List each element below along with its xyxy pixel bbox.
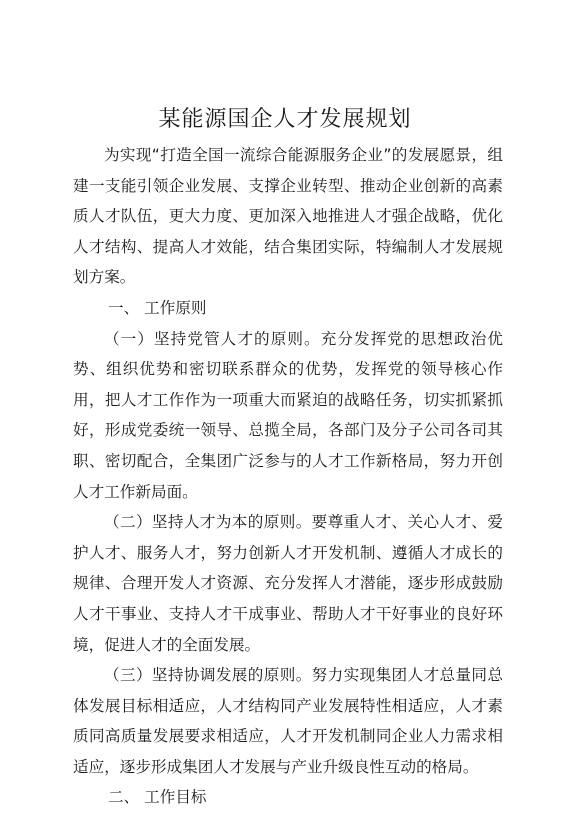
principle-paragraph-3: （三）坚持协调发展的原则。努力实现集团人才总量同总体发展目标相适应，人才结构同产业发展特性相适应，人才素质同高质量发展要求相适应，人才开发机制同企业人力需求相适应，逐步形成集团人才发展与产业升级良性互动的格局。 (73, 666, 503, 776)
intro-paragraph: 为实现“打造全国一流综合能源服务企业”的发展愿景，组建一支能引领企业发展、支撑企业转型、推动企业创新的高素质人才队伍，更大力度、更加深入地推进人才强企战略，优化人才结构、提高人才效能，结合集团实际，特编制人才发展规划方案。 (73, 146, 503, 287)
principle-paragraph-1: （一）坚持党管人才的原则。充分发挥党的思想政治优势、组织优势和密切联系群众的优势，发挥党的领导核心作用，把人才工作作为一项重大而紧迫的战略任务，切实抓紧抓好，形成党委统一领导、总揽全局，各部门及分子公司各司其职、密切配合，全集团广泛参与的人才工作新格局，努力开创人才工作新局面。 (73, 329, 503, 501)
section-heading-goals: 二、 工作目标 (108, 788, 207, 807)
principle-paragraph-2: （二）坚持人才为本的原则。要尊重人才、关心人才、爱护人才、服务人才，努力创新人才开发机制、遵循人才成长的规律、合理开发人才资源、充分发挥人才潜能，逐步形成鼓励人才干事业、支持人才干成事业、帮助人才干好事业的良好环境，促进人才的全面发展。 (73, 513, 503, 654)
document-body (73, 140, 503, 813)
section-heading-principles: 一、 工作原则 (108, 298, 207, 317)
document-title: 某能源国企人才发展规划 (158, 107, 412, 132)
